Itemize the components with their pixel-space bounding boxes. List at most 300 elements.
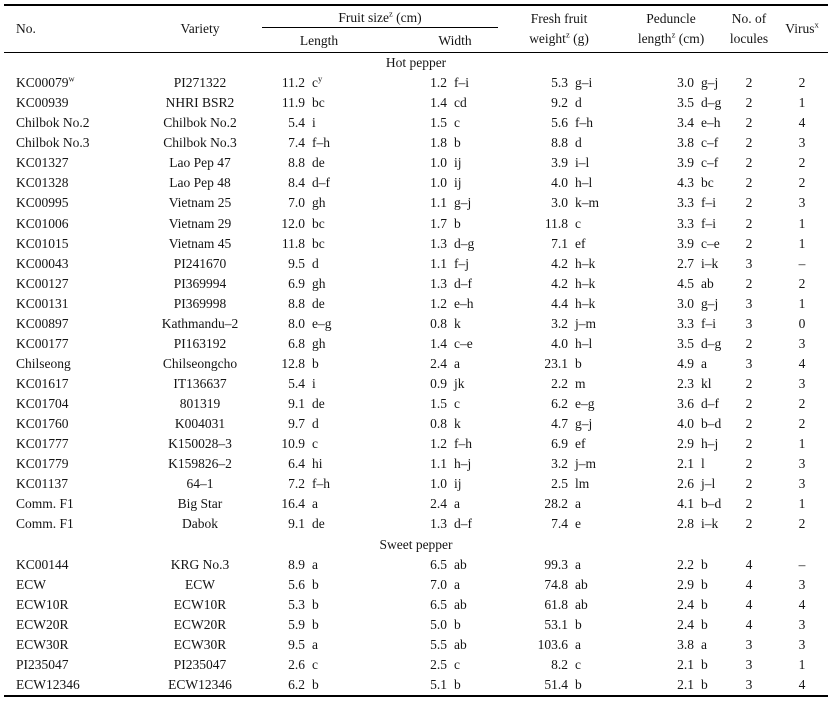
fruit-length-value: 6.2 b [288, 676, 319, 692]
peduncle-length-value: 3.9 c–e [677, 235, 720, 251]
accession-no: KC01704 [16, 396, 69, 412]
virus-value: 0 [798, 315, 806, 331]
col-header-variety [138, 5, 262, 53]
col-header-virus [776, 5, 828, 53]
locules-value: 2 [745, 75, 753, 91]
peduncle-length-value: 2.3 kl [677, 376, 712, 391]
peduncle-length-value: 2.4 b [677, 596, 708, 612]
accession-no: Comm. F1 [16, 496, 74, 512]
virus-value: 2 [798, 396, 806, 412]
variety-name: Lao Pep 47 [169, 155, 231, 171]
fresh-weight-line2 [498, 29, 620, 49]
fruit-length-value: 11.2 $c^y$ [281, 73, 323, 91]
table-row [4, 173, 828, 193]
fruit-length-value: 12.8 b [281, 355, 319, 371]
table-row [4, 113, 828, 133]
table-row [4, 153, 828, 173]
fresh-weight-value: 4.2 h–k [551, 255, 596, 271]
fresh-weight-value: 6.9 ef [551, 436, 586, 452]
locules-value: 2 [745, 436, 753, 452]
fresh-weight-value: 99.3 a [544, 556, 582, 572]
fruit-width-value: 1.3 d–f [430, 516, 472, 532]
virus-value: 2 [798, 155, 806, 171]
fruit-length-value: 5.4 i [288, 115, 316, 131]
fruit-width-value: 1.4 c–e [430, 335, 473, 351]
virus-footnote-sup: x [814, 19, 819, 30]
locules-value: 2 [745, 115, 753, 131]
variety-name: ECW [185, 576, 215, 592]
table-row [4, 93, 828, 113]
accession-no: KC01015 [16, 235, 69, 251]
accession-no: PI235047 [16, 656, 69, 672]
table-row [4, 314, 828, 334]
virus-value: 2 [798, 175, 806, 191]
accession-no: Comm. F1 [16, 516, 74, 532]
accession-no: KC01327 [16, 155, 69, 171]
fruit-width-value: 1.1 g–j [430, 195, 472, 211]
col-header-length: Length [299, 33, 339, 48]
locules-value: 2 [745, 416, 753, 432]
col-header-fresh-weight [498, 5, 620, 53]
peduncle-length-value: 2.4 b [677, 616, 708, 632]
fruit-width-value: 5.5 ab [430, 636, 467, 652]
fresh-weight-value: 4.4 h–k [551, 295, 596, 311]
fruit-width-value: 0.8 k [430, 416, 461, 432]
fresh-weight-value: 23.1 b [544, 355, 582, 371]
fruit-length-value: 7.0 gh [288, 195, 326, 211]
accession-no: KC01779 [16, 456, 69, 472]
pepper-trait-table [4, 4, 828, 697]
variety-name: Vietnam 29 [168, 215, 232, 231]
table-header [4, 5, 828, 53]
peduncle-length-value: 2.6 j–l [677, 476, 716, 492]
accession-no: Chilbok No.2 [16, 115, 90, 131]
fruit-width-value: 5.1 b [430, 676, 461, 692]
peduncle-length-value: 4.0 b–d [677, 416, 722, 432]
virus-value: 1 [798, 656, 806, 672]
col-header-no-label: No. [16, 21, 36, 36]
table-row [4, 394, 828, 414]
fruit-width-value: 1.0 ij [430, 175, 462, 191]
fruit-width-value: 1.0 ij [430, 476, 462, 492]
peduncle-length-value: 3.0 g–j [677, 75, 719, 91]
fruit-width-value: 1.2 e–h [430, 295, 474, 311]
accession-no: KC00177 [16, 335, 69, 351]
locules-value: 2 [745, 335, 753, 351]
locules-value: 2 [745, 376, 753, 391]
section-label: Sweet pepper [379, 536, 453, 552]
virus-value: 2 [798, 275, 806, 291]
locules-value: 2 [745, 396, 753, 412]
col-header-fruit-size [262, 5, 498, 53]
fruit-width-value: 1.7 b [430, 215, 461, 231]
section-row [4, 535, 828, 555]
fruit-length-value: 12.0 bc [281, 215, 325, 231]
fresh-weight-text: weight [529, 31, 566, 46]
variety-name: PI163192 [173, 335, 227, 351]
fruit-length-value: 9.1 de [288, 516, 325, 532]
variety-name: Chilbok No.2 [163, 115, 237, 131]
fruit-length-value: 5.9 b [288, 616, 319, 632]
fresh-weight-line1: Fresh fruit [530, 11, 588, 26]
variety-name: NHRI BSR2 [165, 95, 235, 111]
locules-value: 3 [745, 315, 753, 331]
locules-value: 4 [745, 556, 753, 572]
locules-value: 2 [745, 456, 753, 472]
peduncle-length-value: 2.2 b [677, 556, 708, 572]
locules-value: 3 [745, 656, 753, 672]
virus-value: – [798, 556, 806, 572]
table-row [4, 414, 828, 434]
peduncle-length-value: 3.5 d–g [677, 95, 722, 111]
fruit-width-value: 1.3 d–g [430, 235, 475, 251]
variety-name: Kathmandu–2 [161, 315, 239, 331]
locules-value: 3 [745, 636, 753, 652]
locules-value: 4 [745, 576, 753, 592]
virus-value: 2 [798, 516, 806, 532]
peduncle-length-value: 4.1 b–d [677, 496, 722, 512]
table-row [4, 274, 828, 294]
virus-value: 3 [798, 616, 806, 632]
peduncle-length-value: 4.3 bc [677, 175, 714, 191]
accession-no: KC01777 [16, 436, 69, 452]
fresh-weight-value: 53.1 b [544, 616, 582, 632]
variety-name: PI369998 [173, 295, 227, 311]
table-row [4, 494, 828, 514]
col-header-no [4, 5, 138, 53]
virus-value: 3 [798, 195, 806, 211]
locules-value: 2 [745, 195, 753, 211]
virus-value: 3 [798, 135, 806, 151]
fruit-width-value: 1.3 d–f [430, 275, 472, 291]
fresh-weight-value: 61.8 ab [544, 596, 588, 612]
fresh-weight-value: 7.4 e [551, 516, 582, 532]
section-label: Hot pepper [385, 55, 447, 70]
table-row [4, 214, 828, 234]
accession-no: ECW10R [16, 596, 69, 612]
locules-value: 2 [745, 155, 753, 171]
locules-value: 2 [745, 496, 753, 512]
fresh-weight-value: 11.8 c [544, 215, 582, 231]
variety-name: ECW12346 [168, 676, 232, 692]
peduncle-footnote-sup: z [671, 29, 676, 40]
peduncle-length-value: 3.4 e–h [677, 115, 721, 131]
fruit-width-value: 1.8 b [430, 135, 461, 151]
fruit-width-value: 7.0 a [430, 576, 460, 592]
fresh-weight-value: 5.6 f–h [551, 115, 594, 131]
variety-name: 64–1 [186, 476, 214, 492]
fruit-length-value: 7.4 f–h [288, 135, 330, 151]
fresh-weight-value: 8.2 c [551, 656, 582, 672]
locules-value: 2 [745, 175, 753, 191]
fruit-size-unit: (cm) [392, 10, 422, 25]
peduncle-length-value: 2.8 i–k [677, 516, 719, 532]
variety-name: ECW30R [173, 636, 227, 652]
peduncle-length-value: 3.5 d–g [677, 335, 722, 351]
fruit-length-value: 8.9 a [288, 556, 318, 572]
accession-no: KC01137 [16, 476, 69, 492]
locules-value: 4 [745, 616, 753, 632]
variety-name: KRG No.3 [170, 556, 230, 572]
accession-no: KC00043 [16, 255, 69, 271]
locules-value: 2 [745, 516, 753, 532]
virus-value: 3 [798, 576, 806, 592]
fruit-width-value: 1.4 cd [430, 95, 467, 111]
fruit-length-value: 5.6 b [288, 576, 319, 592]
locules-value: 3 [745, 676, 753, 692]
accession-no: ECW [16, 576, 46, 592]
fruit-length-value: 8.0 e–g [288, 315, 332, 331]
fruit-width-value: 0.9 jk [430, 376, 465, 391]
table-row [4, 635, 828, 655]
accession-no: KC00131 [16, 295, 69, 311]
fruit-width-value: 1.0 ij [430, 155, 462, 171]
fresh-weight-value: 51.4 b [544, 676, 582, 692]
fresh-weight-value: 3.2 j–m [551, 315, 597, 331]
fresh-weight-value: 4.2 h–k [551, 275, 596, 291]
peduncle-length-value: 2.9 h–j [677, 436, 719, 452]
fresh-weight-value: 9.2 d [551, 95, 582, 111]
fruit-width-value: 0.8 k [430, 315, 461, 331]
fruit-length-value: 8.8 de [288, 295, 325, 311]
fruit-length-value: 7.2 f–h [288, 476, 330, 492]
variety-name: Big Star [177, 496, 223, 512]
fruit-length-value: 6.4 hi [288, 456, 323, 472]
virus-value: 2 [798, 75, 806, 91]
accession-no: KC01328 [16, 175, 69, 191]
peduncle-length-value: 2.1 l [677, 456, 705, 472]
fruit-width-value: 1.5 c [430, 396, 460, 412]
table-row [4, 675, 828, 696]
fresh-weight-value: 3.9 i–l [551, 155, 590, 171]
variety-name: Chilseongcho [162, 355, 238, 371]
fruit-width-value: 1.1 h–j [430, 456, 472, 472]
accession-no: ECW12346 [16, 676, 80, 692]
virus-value: 2 [798, 416, 806, 432]
fruit-length-value: 9.5 d [288, 255, 319, 271]
locules-line2: locules [729, 31, 769, 46]
fresh-weight-value: 8.8 d [551, 135, 582, 151]
fresh-weight-value: 4.0 h–l [551, 335, 593, 351]
locules-value: 2 [745, 135, 753, 151]
peduncle-length-value: 2.1 b [677, 656, 708, 672]
accession-no: KC00127 [16, 275, 69, 291]
peduncle-length-value: 3.3 f–i [677, 195, 717, 211]
peduncle-length-value: 3.0 g–j [677, 295, 719, 311]
variety-name: Chilbok No.3 [163, 135, 237, 151]
peduncle-length-value: 2.9 b [677, 576, 708, 592]
virus-value: 4 [798, 676, 806, 692]
virus-value: 4 [798, 355, 806, 371]
accession-no: Chilbok No.3 [16, 135, 90, 151]
fruit-length-value: 9.1 de [288, 396, 325, 412]
virus-value: 1 [798, 95, 806, 111]
peduncle-line2 [620, 29, 722, 49]
accession-no: Chilseong [16, 355, 71, 371]
col-header-width: Width [438, 33, 472, 48]
fresh-weight-value: 6.2 e–g [551, 396, 595, 412]
accession-no: KC00995 [16, 195, 69, 211]
variety-name: K004031 [174, 416, 226, 432]
fruit-length-value: 5.3 b [288, 596, 319, 612]
fruit-width-value: 6.5 ab [430, 596, 467, 612]
fresh-weight-value: 103.6 a [537, 636, 582, 652]
table-row [4, 575, 828, 595]
peduncle-length-value: 4.9 a [677, 355, 708, 371]
table-row [4, 434, 828, 454]
col-header-variety-label: Variety [180, 21, 220, 36]
fruit-size-text: Fruit size [338, 10, 389, 25]
locules-value: 2 [745, 476, 753, 492]
accession-no: KC00939 [16, 95, 69, 111]
peduncle-text: length [637, 31, 672, 46]
virus-value: 3 [798, 376, 806, 391]
locules-value: 2 [745, 235, 753, 251]
accession-no: KC00897 [16, 315, 69, 331]
virus-value: 1 [798, 496, 806, 512]
fruit-length-value: 8.4 d–f [288, 175, 330, 191]
table-row [4, 334, 828, 354]
fresh-weight-value: 3.2 j–m [551, 456, 597, 472]
fruit-length-value: 6.9 gh [288, 275, 326, 291]
fruit-width-value: 1.5 c [430, 115, 460, 131]
variety-name: Vietnam 25 [168, 195, 232, 211]
col-header-peduncle [620, 5, 722, 53]
fruit-length-value: 10.9 c [281, 436, 318, 452]
peduncle-line1: Peduncle [646, 11, 696, 26]
locules-value: 4 [745, 596, 753, 612]
fresh-weight-footnote-sup: z [565, 29, 570, 40]
section-row [4, 53, 828, 74]
fruit-length-value: 8.8 de [288, 155, 325, 171]
variety-name: 801319 [179, 396, 221, 412]
virus-value: 3 [798, 456, 806, 472]
table-row [4, 615, 828, 635]
table-row [4, 254, 828, 274]
table-row [4, 514, 828, 534]
table-body [4, 53, 828, 697]
variety-name: IT136637 [173, 376, 227, 391]
peduncle-unit: (cm) [675, 31, 705, 46]
fruit-width-value: 6.5 ab [430, 556, 467, 572]
virus-value: 3 [798, 476, 806, 492]
peduncle-length-value: 3.8 a [677, 636, 708, 652]
fresh-weight-value: 4.7 g–j [551, 416, 593, 432]
fresh-weight-value: 74.8 ab [544, 576, 588, 592]
peduncle-length-value: 3.3 f–i [677, 315, 717, 331]
table-row [4, 73, 828, 93]
virus-value: 4 [798, 115, 806, 131]
fruit-size-group-label [262, 6, 498, 28]
fruit-length-value: 9.7 d [288, 416, 319, 432]
table-row [4, 454, 828, 474]
variety-name: Vietnam 45 [168, 235, 232, 251]
variety-name: PI271322 [173, 75, 227, 91]
variety-name: PI235047 [173, 656, 227, 672]
fruit-width-value: 2.4 a [430, 355, 460, 371]
table-row [4, 294, 828, 314]
fresh-weight-value: 3.0 k–m [551, 195, 600, 211]
variety-name: PI241670 [173, 255, 227, 271]
fresh-weight-value: 4.0 h–l [551, 175, 593, 191]
fruit-length-value: 9.5 a [288, 636, 318, 652]
peduncle-length-value: 2.7 i–k [677, 255, 719, 271]
accession-no: ECW30R [16, 636, 69, 652]
locules-value: 2 [745, 215, 753, 231]
fruit-width-value: 5.0 b [430, 616, 461, 632]
accession-no: KC01006 [16, 215, 69, 231]
table-row [4, 374, 828, 394]
fruit-width-value: 2.4 a [430, 496, 460, 512]
locules-value: 3 [745, 255, 753, 271]
col-header-locules [722, 5, 776, 53]
fruit-size-subheaders [262, 28, 498, 52]
table-row [4, 193, 828, 213]
virus-value: 1 [798, 235, 806, 251]
fruit-length-value: 2.6 c [288, 656, 318, 672]
peduncle-length-value: 2.1 b [677, 676, 708, 692]
virus-value: 3 [798, 636, 806, 652]
fruit-length-value: 11.9 bc [281, 95, 325, 111]
table-row [4, 655, 828, 675]
fruit-length-value: 5.4 i [288, 376, 316, 391]
fruit-length-value: 6.8 gh [288, 335, 326, 351]
fruit-width-value: 2.5 c [430, 656, 460, 672]
variety-name: ECW10R [173, 596, 227, 612]
peduncle-length-value: 3.3 f–i [677, 215, 717, 231]
virus-value: 4 [798, 596, 806, 612]
fresh-weight-value: 2.5 lm [551, 476, 590, 492]
peduncle-length-value: 3.6 d–f [677, 396, 720, 412]
table-row [4, 474, 828, 494]
peduncle-length-value: 3.9 c–f [677, 155, 719, 171]
fruit-length-value: 11.8 bc [281, 235, 325, 251]
variety-name: K159826–2 [168, 456, 232, 472]
virus-text: Virus [785, 21, 815, 36]
accession-no: KC00079$^w$ [16, 73, 75, 91]
virus-value: 1 [798, 436, 806, 452]
fresh-weight-unit: (g) [569, 31, 589, 46]
accession-no: KC00144 [16, 556, 69, 572]
accession-no: KC01760 [16, 416, 69, 432]
fresh-weight-value: 28.2 a [544, 496, 582, 512]
table-row [4, 354, 828, 374]
fresh-weight-value: 2.2 m [551, 376, 586, 391]
locules-value: 2 [745, 275, 753, 291]
accession-no: ECW20R [16, 616, 69, 632]
peduncle-length-value: 4.5 ab [677, 275, 714, 291]
locules-line1: No. of [731, 11, 767, 26]
variety-name: K150028–3 [168, 436, 232, 452]
variety-name: ECW20R [173, 616, 227, 632]
fruit-width-value: 1.1 f–j [430, 255, 469, 271]
accession-no: KC01617 [16, 376, 69, 391]
fresh-weight-value: 5.3 g–i [551, 75, 593, 91]
fruit-length-value: 16.4 a [281, 496, 318, 512]
table-row [4, 555, 828, 575]
virus-value: 1 [798, 215, 806, 231]
virus-value: 3 [798, 335, 806, 351]
variety-name: PI369994 [173, 275, 227, 291]
table-row [4, 595, 828, 615]
virus-value: – [798, 255, 806, 271]
variety-name: Lao Pep 48 [169, 175, 231, 191]
fruit-width-value: 1.2 f–i [430, 75, 469, 91]
locules-value: 2 [745, 95, 753, 111]
peduncle-length-value: 3.8 c–f [677, 135, 719, 151]
fruit-width-value: 1.2 f–h [430, 436, 472, 452]
fruit-size-footnote-sup: z [389, 8, 393, 19]
